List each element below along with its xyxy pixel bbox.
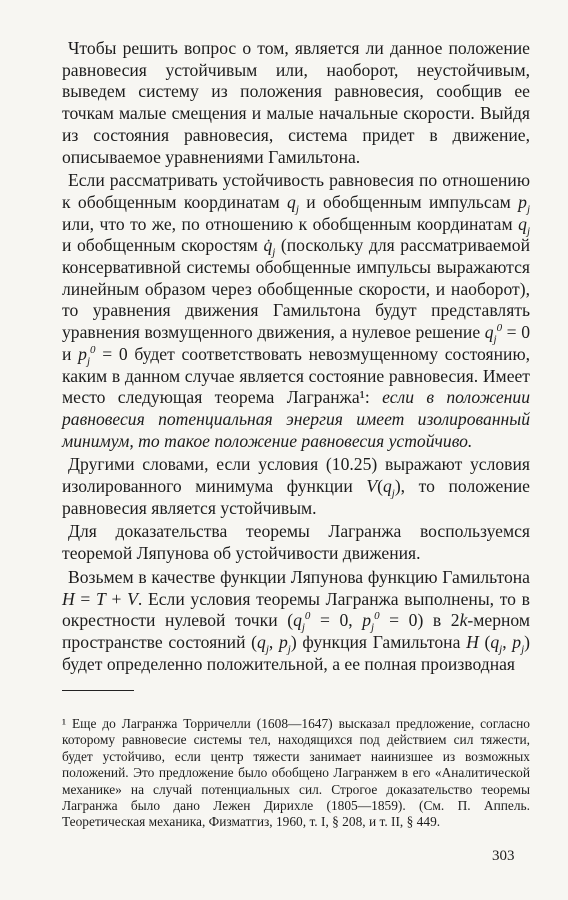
paragraph-5: Возьмем в качестве функции Ляпунова функцию Гамильтона H = T + V. Если условия теоремы Лагранжа выполнены, то в окрестности нулевой точки ($q_j^0 = 0$, $p_j^0 = 0$) в 2k-мерном пространстве состояний ($q_j$, $p_j$) функция Гамильтона H ($q_j$, $p_j$) будет определенно положительной, а ее полная производная (62, 566, 530, 674)
paragraph-1: Чтобы решить вопрос о том, является ли данное положение равновесия устойчивым или, наоборот, неустойчивым, выведем систему из положения равновесия, сообщив ее точкам малые смещения и малые начальные скорости. Выйдя из состояния равновесия, система придет в движение, описываемое уравнениями Гамильтона. (62, 38, 530, 167)
main-text (62, 38, 530, 675)
paragraph-4: Для доказательства теоремы Лагранжа воспользуемся теоремой Ляпунова об устойчивости движения. (62, 521, 530, 564)
paragraph-3: Другими словами, если условия (10.25) выражают условия изолированного минимума функции $V(q_j)$, то положение равновесия является устойчивым. (62, 454, 530, 518)
footnote-divider (62, 690, 134, 691)
footnote: ¹ Еще до Лагранжа Торричелли (1608—1647) высказал предложение, согласно которому равновесие системы тел, находящихся под действием сил тяжести, будет устойчиво, если центр тяжести занимает наинизшее из возможных положений. Это предложение было обобщено Лагранжем в его «Аналитической механике» на случай потенциальных сил. Строгое доказательство теоремы Лагранжа было дано Лежен Дирихле (1805—1859). (См. П. Аппель. Теоретическая механика, Физматгиз, 1960, т. I, § 208, и т. II, § 449. (62, 716, 530, 830)
page-number: 303 (492, 848, 515, 864)
paragraph-2: Если рассматривать устойчивость равновесия по отношению к обобщенным координатам $q_j$ и обобщенным импульсам $p_j$ или, что то же, по отношению к обобщенным координатам $q_j$ и обобщенным скоростям $q̇_j$ (поскольку для рассматриваемой консервативной системы обобщенные импульсы выражаются линейным образом через обобщенные скорости, и наоборот), то уравнения движения Гамильтона будут представлять уравнения возмущенного движения, а нулевое решение $q_j^0 = 0$ и $p_j^0 = 0$ будет соответствовать невозмущенному состоянию, каким в данном случае является состояние равновесия. Имеет место следующая теорема Лагранжа¹: если в положении равновесия потенциальная энергия имеет изолированный минимум, то такое положение равновесия устойчиво. (62, 170, 530, 451)
